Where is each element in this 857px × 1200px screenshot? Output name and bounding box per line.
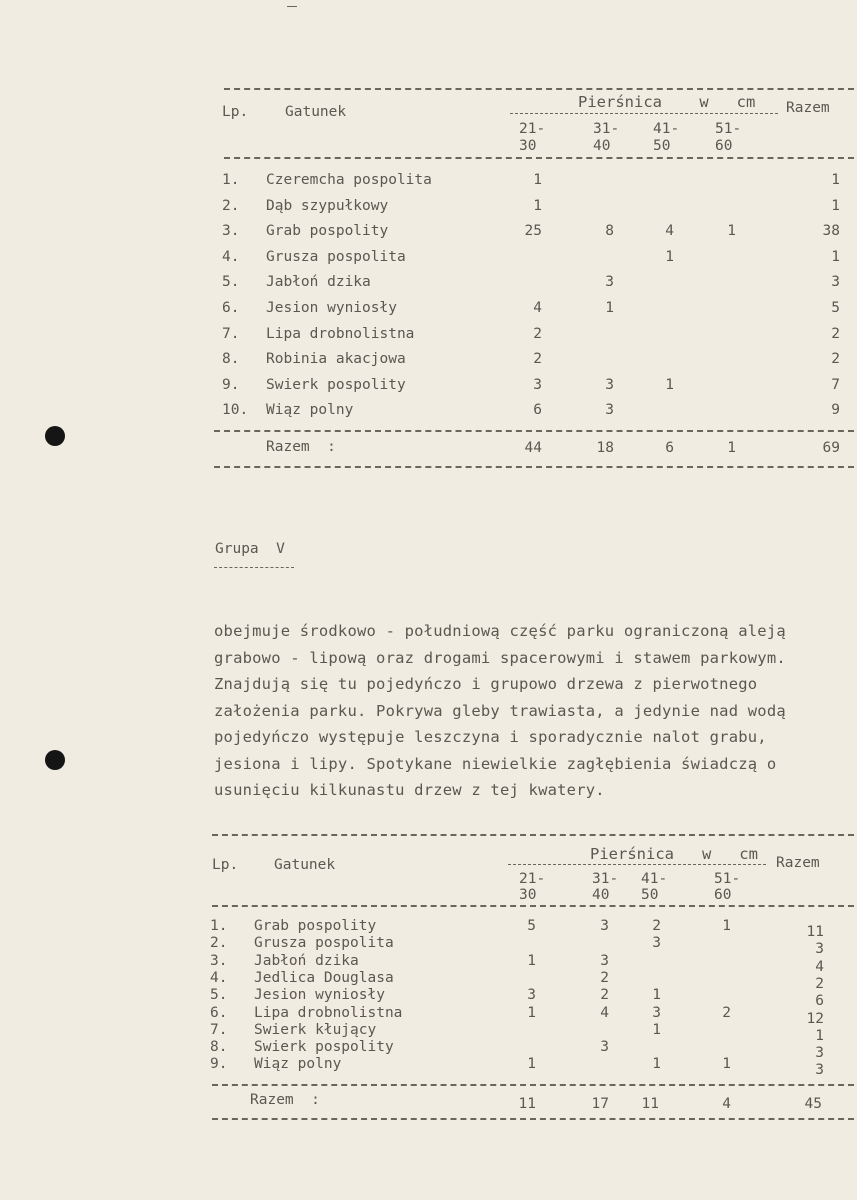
- count-21-30: 6: [533, 402, 542, 419]
- table-1-range-1-bottom: 30: [519, 138, 537, 154]
- row-total: 38: [822, 223, 840, 240]
- row-total: 5: [831, 300, 840, 316]
- table-1-range-3-top: 41-: [653, 121, 680, 137]
- table-1-range-4-top: 51-: [715, 121, 742, 137]
- species-name: Swierk kłujący: [254, 1021, 377, 1038]
- count-41-50: 2: [652, 918, 661, 934]
- top-mark: [287, 6, 297, 7]
- species-name: Lipa drobnolistna: [266, 325, 415, 342]
- row-number: 6.: [210, 1004, 228, 1021]
- table-1-range-2-bottom: 40: [593, 138, 611, 154]
- species-name: Wiąz polny: [254, 1056, 342, 1073]
- count-21-30: 3: [527, 987, 536, 1004]
- species-name: Dąb szypułkowy: [266, 197, 389, 214]
- binder-hole-top: [45, 426, 65, 446]
- row-number: 8.: [210, 1039, 228, 1056]
- count-41-50: 3: [652, 935, 661, 952]
- count-31-40: 2: [600, 969, 609, 986]
- species-name: Swierk pospolity: [254, 1039, 394, 1056]
- table-1-sum-label: Razem :: [266, 439, 336, 455]
- table-1-header-lp: Lp.: [222, 104, 249, 120]
- row-total: 11: [806, 924, 824, 940]
- count-41-50: 1: [665, 248, 674, 265]
- count-51-60: 1: [727, 223, 736, 240]
- table-2-range-1-top: 21-: [519, 871, 546, 887]
- table-2-header-lp: Lp.: [212, 857, 239, 873]
- count-41-50: 1: [652, 987, 661, 1004]
- table-1-header-diameter: Pierśnica w cm: [578, 93, 756, 111]
- table-1-rule-bottom: [214, 466, 854, 468]
- row-total: 1: [831, 172, 840, 188]
- count-31-40: 3: [605, 376, 614, 393]
- row-total: 3: [831, 274, 840, 291]
- count-41-50: 1: [652, 1056, 661, 1073]
- row-number: 7.: [210, 1021, 228, 1038]
- table-2-range-4-bottom: 60: [714, 887, 732, 903]
- species-name: Jesion wyniosły: [266, 300, 397, 316]
- table-1-range-1-top: 21-: [519, 121, 546, 137]
- table-2-header-species: Gatunek: [274, 857, 336, 873]
- row-total: 3: [815, 1062, 824, 1079]
- count-21-30: 2: [533, 325, 542, 342]
- row-total: 6: [815, 993, 824, 1010]
- table-1-header-total: Razem: [786, 100, 830, 116]
- row-total: 3: [815, 941, 824, 958]
- row-number: 5.: [222, 274, 240, 291]
- table-1-sum-c2: 18: [596, 440, 614, 456]
- table-2-sum-c2: 17: [591, 1096, 609, 1112]
- table-2-header-diameter: Pierśnica w cm: [590, 845, 758, 863]
- count-21-30: 5: [527, 918, 536, 934]
- row-number: 2.: [210, 935, 228, 952]
- species-name: Jabłoń dzika: [266, 274, 371, 291]
- table-2-sum-c4: 4: [722, 1096, 731, 1112]
- paragraph-line: usunięciu kilkunastu drzew z tej kwatery.: [214, 781, 605, 799]
- table-1-sum-c1: 44: [524, 440, 542, 456]
- table-2-range-2-top: 31-: [592, 871, 619, 887]
- row-number: 8.: [222, 351, 240, 368]
- species-name: Jabłoń dzika: [254, 952, 359, 969]
- row-number: 1.: [222, 172, 240, 188]
- paragraph-line: pojedyńczo występuje leszczyna i sporadycznie nalot grabu,: [214, 728, 767, 746]
- paragraph-line: jesiona i lipy. Spotykane niewielkie zagłębienia świadczą o: [214, 754, 777, 773]
- species-name: Jesion wyniosły: [254, 987, 385, 1004]
- table-2-rule-bottom: [212, 1118, 854, 1120]
- count-31-40: 4: [600, 1004, 609, 1021]
- table-1-rule-header: [224, 157, 854, 159]
- table-1-range-4-bottom: 60: [715, 138, 733, 154]
- row-number: 3.: [222, 223, 240, 240]
- species-name: Robinia akacjowa: [266, 351, 406, 368]
- row-number: 10.: [222, 402, 249, 419]
- count-31-40: 2: [600, 987, 609, 1004]
- count-31-40: 3: [600, 952, 609, 969]
- row-total: 2: [831, 325, 840, 342]
- species-name: Grusza pospolita: [266, 248, 406, 265]
- count-21-30: 1: [527, 952, 536, 969]
- table-2-rule-sum-top: [212, 1084, 854, 1086]
- row-number: 4.: [222, 248, 240, 265]
- species-name: Wiąz polny: [266, 402, 354, 419]
- count-21-30: 3: [533, 376, 542, 393]
- paragraph-line: grabowo - lipową oraz drogami spacerowymi i stawem parkowym.: [214, 648, 786, 667]
- count-31-40: 3: [600, 918, 609, 934]
- row-total: 9: [831, 402, 840, 419]
- species-name: Grab pospolity: [254, 918, 377, 934]
- table-1-rule-sum-top: [214, 430, 854, 432]
- count-31-40: 8: [605, 223, 614, 240]
- row-number: 9.: [210, 1056, 228, 1073]
- table-1-sum-total: 69: [822, 440, 840, 456]
- row-number: 6.: [222, 300, 240, 316]
- table-2-range-4-top: 51-: [714, 871, 741, 887]
- table-1-rule-top: [224, 88, 854, 90]
- table-1-header-subrule: [510, 113, 778, 114]
- row-number: 2.: [222, 197, 240, 214]
- table-2-range-2-bottom: 40: [592, 887, 610, 903]
- table-2-sum-c1: 11: [518, 1096, 536, 1112]
- row-total: 2: [831, 351, 840, 368]
- paragraph-line: założenia parku. Pokrywa gleby trawiasta, a jedynie nad wodą: [214, 701, 786, 720]
- count-21-30: 1: [527, 1004, 536, 1021]
- table-2-range-1-bottom: 30: [519, 887, 537, 903]
- table-1-header-species: Gatunek: [285, 104, 347, 120]
- count-31-40: 1: [605, 300, 614, 316]
- count-51-60: 2: [722, 1004, 731, 1021]
- table-2-range-3-bottom: 50: [641, 887, 659, 903]
- count-31-40: 3: [605, 402, 614, 419]
- table-2-sum-total: 45: [804, 1096, 822, 1112]
- row-total: 1: [831, 248, 840, 265]
- row-total: 3: [815, 1045, 824, 1062]
- paragraph-line: Znajdują się tu pojedyńczo i grupowo drzewa z pierwotnego: [214, 675, 758, 693]
- species-name: Lipa drobnolistna: [254, 1004, 403, 1021]
- table-2-rule-header: [212, 905, 854, 907]
- row-number: 7.: [222, 325, 240, 342]
- count-21-30: 1: [527, 1056, 536, 1073]
- section-heading: Grupa V: [215, 541, 285, 557]
- species-name: Grab pospolity: [266, 223, 389, 240]
- species-name: Swierk pospolity: [266, 376, 406, 393]
- count-21-30: 1: [533, 172, 542, 188]
- binder-hole-bottom: [45, 750, 65, 770]
- count-41-50: 3: [652, 1004, 661, 1021]
- species-name: Jedlica Douglasa: [254, 969, 394, 986]
- table-1-sum-c4: 1: [727, 440, 736, 456]
- table-2-header-total: Razem: [776, 855, 820, 871]
- table-2-rule-top: [212, 834, 854, 836]
- count-21-30: 25: [524, 223, 542, 240]
- count-51-60: 1: [722, 1056, 731, 1073]
- row-number: 5.: [210, 987, 228, 1004]
- row-total: 2: [815, 975, 824, 992]
- count-21-30: 2: [533, 351, 542, 368]
- count-21-30: 1: [533, 197, 542, 214]
- row-total: 12: [806, 1010, 824, 1027]
- table-2-header-subrule: [508, 864, 766, 865]
- species-name: Grusza pospolita: [254, 935, 394, 952]
- count-41-50: 1: [652, 1021, 661, 1038]
- row-total: 7: [831, 376, 840, 393]
- section-heading-underline: [214, 567, 294, 568]
- count-41-50: 1: [665, 376, 674, 393]
- row-number: 4.: [210, 969, 228, 986]
- table-2-range-3-top: 41-: [641, 871, 668, 887]
- row-number: 9.: [222, 376, 240, 393]
- count-31-40: 3: [605, 274, 614, 291]
- row-total: 4: [815, 958, 824, 975]
- count-41-50: 4: [665, 223, 674, 240]
- row-number: 1.: [210, 918, 228, 934]
- table-1-range-3-bottom: 50: [653, 138, 671, 154]
- count-31-40: 3: [600, 1039, 609, 1056]
- row-total: 1: [815, 1027, 824, 1044]
- table-2-sum-c3: 11: [641, 1096, 659, 1112]
- row-number: 3.: [210, 952, 228, 969]
- paragraph-line: obejmuje środkowo - południową część parku ograniczoną aleją: [214, 622, 786, 640]
- species-name: Czeremcha pospolita: [266, 172, 432, 188]
- table-1-range-2-top: 31-: [593, 121, 620, 137]
- count-21-30: 4: [533, 300, 542, 316]
- table-2-sum-label: Razem :: [250, 1092, 320, 1108]
- row-total: 1: [831, 197, 840, 214]
- count-51-60: 1: [722, 918, 731, 934]
- table-1-sum-c3: 6: [665, 440, 674, 456]
